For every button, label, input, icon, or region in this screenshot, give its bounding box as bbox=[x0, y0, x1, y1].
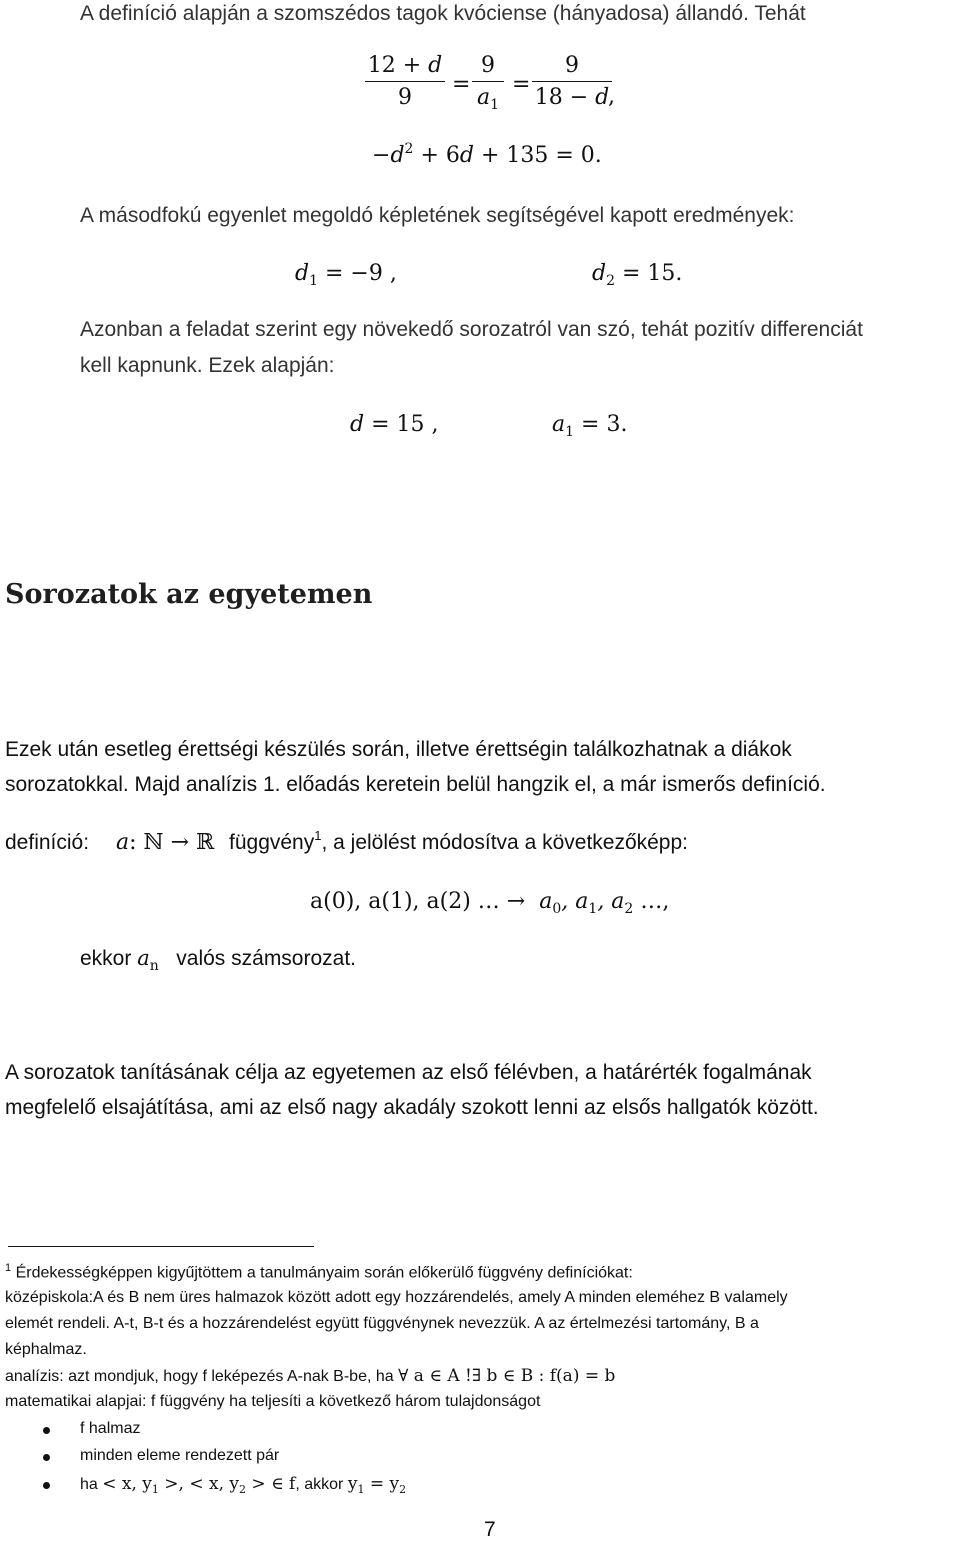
result-a1: $a_1 = 3$. bbox=[552, 412, 628, 440]
ekkor-line: ekkor $a_n$ valós számsorozat. bbox=[80, 946, 357, 974]
footnote-line5: analízis: azt mondjuk, hogy f leképezés A-nak B-be, ha ∀ a ∈ A !∃ b ∈ B : f(a) = b bbox=[5, 1366, 616, 1386]
bullet-item-2: minden eleme rendezett pár bbox=[80, 1447, 280, 1464]
equals-sign: = bbox=[452, 72, 471, 97]
root-d1: $d_1 = -9$ , bbox=[295, 261, 397, 289]
definition-label: definíció: bbox=[5, 831, 90, 854]
bullet-1 bbox=[43, 1427, 50, 1434]
fraction-2: 9 $a_1$ bbox=[472, 53, 504, 110]
bullet-2 bbox=[43, 1454, 50, 1461]
root-d2: $d_2 = 15$. bbox=[592, 261, 683, 289]
section-heading: Sorozatok az egyetemen bbox=[5, 579, 373, 610]
fraction-1: 12 + d 9 bbox=[365, 53, 445, 110]
footnote-ref[interactable]: 1 bbox=[314, 828, 322, 843]
footnote-line6: matematikai alapjai: f függvény ha teljesíti a következő három tulajdonságot bbox=[5, 1393, 541, 1410]
fraction-3: 9 18 − d bbox=[532, 53, 612, 110]
footnote-line2: középiskola:A és B nem üres halmazok között adott egy hozzárendelés, amely A minden eleméhez B valamely bbox=[5, 1289, 788, 1306]
goal-para-line1: A sorozatok tanításának célja az egyetemen az első félévben, a határérték fogalmának bbox=[5, 1061, 812, 1084]
comma: , bbox=[608, 84, 615, 109]
analysis-definition-math: ∀ a ∈ A !∃ b ∈ B : f(a) = b bbox=[398, 1366, 616, 1386]
section-para-line2: sorozatokkal. Majd analízis 1. előadás keretein belül hangzik el, a már ismerős definíció. bbox=[5, 773, 826, 796]
equals-sign: = bbox=[512, 72, 531, 97]
footnote-separator bbox=[8, 1246, 314, 1247]
bullet-item-1: f halmaz bbox=[80, 1420, 141, 1437]
positive-diff-line1: Azonban a feladat szerint egy növekedő sorozatról van szó, tehát pozitív differenciát bbox=[80, 318, 863, 341]
intro-line: A definíció alapján a szomszédos tagok kvóciense (hányadosa) állandó. Tehát bbox=[80, 2, 806, 25]
sequence-mapping: a(0), a(1), a(2) … → $a_0$, $a_1$, $a_2$ …, bbox=[310, 889, 670, 917]
positive-diff-line2: kell kapnunk. Ezek alapján: bbox=[80, 354, 335, 377]
bullet-3 bbox=[43, 1482, 50, 1489]
result-d: d = 15 , bbox=[350, 412, 439, 437]
page-number: 7 bbox=[484, 1518, 496, 1541]
section-para-line1: Ezek után esetleg érettségi készülés során, illetve érettségin találkozhatnak a diákok bbox=[5, 738, 792, 761]
footnote-line3: elemét rendeli. A-t, B-t és a hozzárendelést együtt függvénynek nevezzük. A az értelmezési tartomány, B a bbox=[5, 1315, 759, 1332]
definition-text: függvény$^1$, a jelölést módosítva a következőképp: bbox=[229, 828, 689, 854]
solution-intro: A másodfokú egyenlet megoldó képletének segítségével kapott eredmények: bbox=[80, 204, 795, 227]
definition-mapping: a: ℕ → ℝ bbox=[116, 830, 215, 855]
footnote-line4: képhalmaz. bbox=[5, 1341, 87, 1358]
goal-para-line2: megfelelő elsajátítása, ami az első nagy akadály szokott lenni az elsős hallgatók között. bbox=[5, 1096, 819, 1119]
footnote-marker: 1 bbox=[5, 1262, 12, 1274]
footnote-line1: $^1$ Érdekességképpen kigyűjtöttem a tanulmányaim során előkerülő függvény definíciókat: bbox=[5, 1262, 633, 1282]
bullet-item-3: ha < x, $y_1$ >, < x, $y_2$ > ∈ f, akkor $y_1 = y_2$ bbox=[80, 1474, 407, 1496]
quadratic-equation: $-d^2 + 6d + 135 = 0$. bbox=[372, 141, 602, 168]
